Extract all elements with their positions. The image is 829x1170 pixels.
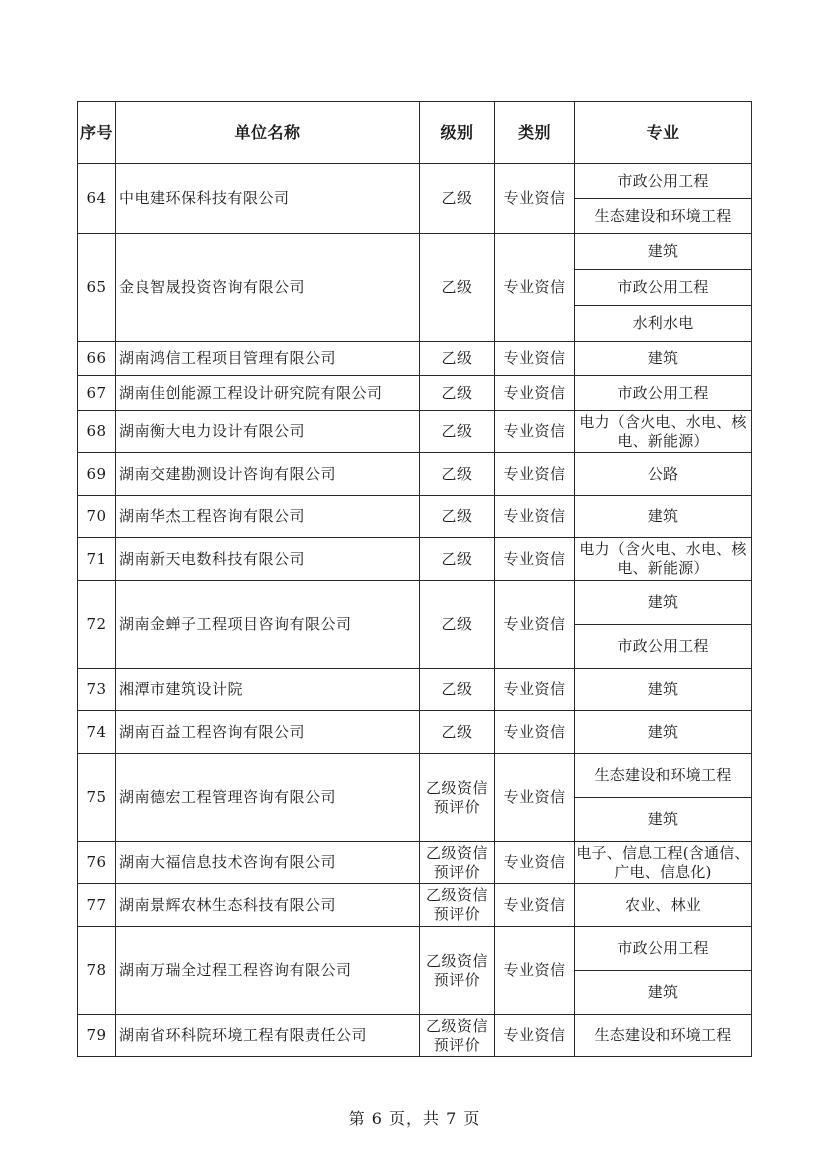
category-cell: 专业资信 [495,669,575,711]
row-number: 78 [78,927,116,1015]
table-row [78,927,752,971]
unit-name: 湖南鸿信工程项目管理有限公司 [116,342,420,376]
table-row [78,581,752,625]
grade-cell: 乙级资信预评价 [420,884,495,927]
unit-name: 湖南省环科院环境工程有限责任公司 [116,1015,420,1057]
row-number: 70 [78,496,116,538]
header-grade: 级别 [420,102,495,164]
unit-name: 湖南新天电数科技有限公司 [116,538,420,581]
grade-cell: 乙级 [420,234,495,342]
grade-cell: 乙级资信预评价 [420,842,495,884]
unit-name: 湖南德宏工程管理咨询有限公司 [116,754,420,842]
table-row [78,1015,752,1057]
table-row [78,411,752,453]
specialty-cell: 市政公用工程 [575,625,752,669]
specialty-cell: 建筑 [575,971,752,1015]
unit-name: 湖南大福信息技术咨询有限公司 [116,842,420,884]
table-row [78,376,752,411]
grade-cell: 乙级 [420,164,495,234]
specialty-cell: 建筑 [575,711,752,754]
row-number: 64 [78,164,116,234]
grade-cell: 乙级 [420,376,495,411]
specialty-cell: 建筑 [575,798,752,842]
grade-cell: 乙级 [420,453,495,496]
specialty-cell: 建筑 [575,234,752,270]
specialty-cell: 市政公用工程 [575,376,752,411]
header-name: 单位名称 [116,102,420,164]
category-cell: 专业资信 [495,538,575,581]
specialty-cell: 水利水电 [575,306,752,342]
specialty-cell: 市政公用工程 [575,270,752,306]
unit-name: 湖南佳创能源工程设计研究院有限公司 [116,376,420,411]
unit-name: 湖南百益工程咨询有限公司 [116,711,420,754]
unit-name: 湖南景辉农林生态科技有限公司 [116,884,420,927]
table-row [78,842,752,884]
specialty-cell: 建筑 [575,342,752,376]
qualification-table [77,101,752,1057]
unit-name: 湖南华杰工程咨询有限公司 [116,496,420,538]
specialty-cell: 建筑 [575,496,752,538]
category-cell: 专业资信 [495,234,575,342]
unit-name: 金良智晟投资咨询有限公司 [116,234,420,342]
specialty-cell: 电力（含火电、水电、核电、新能源） [575,411,752,453]
header-specialty: 专业 [575,102,752,164]
category-cell: 专业资信 [495,453,575,496]
category-cell: 专业资信 [495,754,575,842]
category-cell: 专业资信 [495,342,575,376]
grade-cell: 乙级资信预评价 [420,754,495,842]
table-row [78,164,752,199]
table-row [78,884,752,927]
category-cell: 专业资信 [495,1015,575,1057]
row-number: 66 [78,342,116,376]
grade-cell: 乙级 [420,411,495,453]
specialty-cell: 市政公用工程 [575,164,752,199]
specialty-cell: 建筑 [575,581,752,625]
specialty-cell: 建筑 [575,669,752,711]
category-cell: 专业资信 [495,842,575,884]
grade-cell: 乙级 [420,342,495,376]
table-row [78,453,752,496]
specialty-cell: 公路 [575,453,752,496]
category-cell: 专业资信 [495,376,575,411]
header-no: 序号 [78,102,116,164]
unit-name: 湖南衡大电力设计有限公司 [116,411,420,453]
category-cell: 专业资信 [495,581,575,669]
table-row [78,669,752,711]
row-number: 77 [78,884,116,927]
row-number: 79 [78,1015,116,1057]
specialty-cell: 生态建设和环境工程 [575,1015,752,1057]
table-row [78,234,752,270]
specialty-cell: 电子、信息工程(含通信、广电、信息化) [575,842,752,884]
row-number: 76 [78,842,116,884]
table-row [78,342,752,376]
row-number: 69 [78,453,116,496]
row-number: 73 [78,669,116,711]
grade-cell: 乙级 [420,538,495,581]
specialty-cell: 电力（含火电、水电、核电、新能源） [575,538,752,581]
row-number: 68 [78,411,116,453]
row-number: 75 [78,754,116,842]
table-row [78,711,752,754]
grade-cell: 乙级 [420,581,495,669]
table-row [78,754,752,798]
grade-cell: 乙级资信预评价 [420,927,495,1015]
unit-name: 中电建环保科技有限公司 [116,164,420,234]
header-row [78,102,752,164]
row-number: 72 [78,581,116,669]
grade-cell: 乙级 [420,711,495,754]
category-cell: 专业资信 [495,711,575,754]
table-row [78,496,752,538]
category-cell: 专业资信 [495,496,575,538]
specialty-cell: 农业、林业 [575,884,752,927]
category-cell: 专业资信 [495,927,575,1015]
unit-name: 湖南金蝉子工程项目咨询有限公司 [116,581,420,669]
row-number: 74 [78,711,116,754]
grade-cell: 乙级 [420,496,495,538]
grade-cell: 乙级资信预评价 [420,1015,495,1057]
row-number: 71 [78,538,116,581]
grade-cell: 乙级 [420,669,495,711]
specialty-cell: 生态建设和环境工程 [575,199,752,234]
header-category: 类别 [495,102,575,164]
category-cell: 专业资信 [495,411,575,453]
specialty-cell: 生态建设和环境工程 [575,754,752,798]
unit-name: 湘潭市建筑设计院 [116,669,420,711]
unit-name: 湖南交建勘测设计咨询有限公司 [116,453,420,496]
row-number: 65 [78,234,116,342]
page-footer: 第 6 页，共 7 页 [348,1109,481,1128]
category-cell: 专业资信 [495,884,575,927]
table-row [78,538,752,581]
row-number: 67 [78,376,116,411]
category-cell: 专业资信 [495,164,575,234]
unit-name: 湖南万瑞全过程工程咨询有限公司 [116,927,420,1015]
specialty-cell: 市政公用工程 [575,927,752,971]
